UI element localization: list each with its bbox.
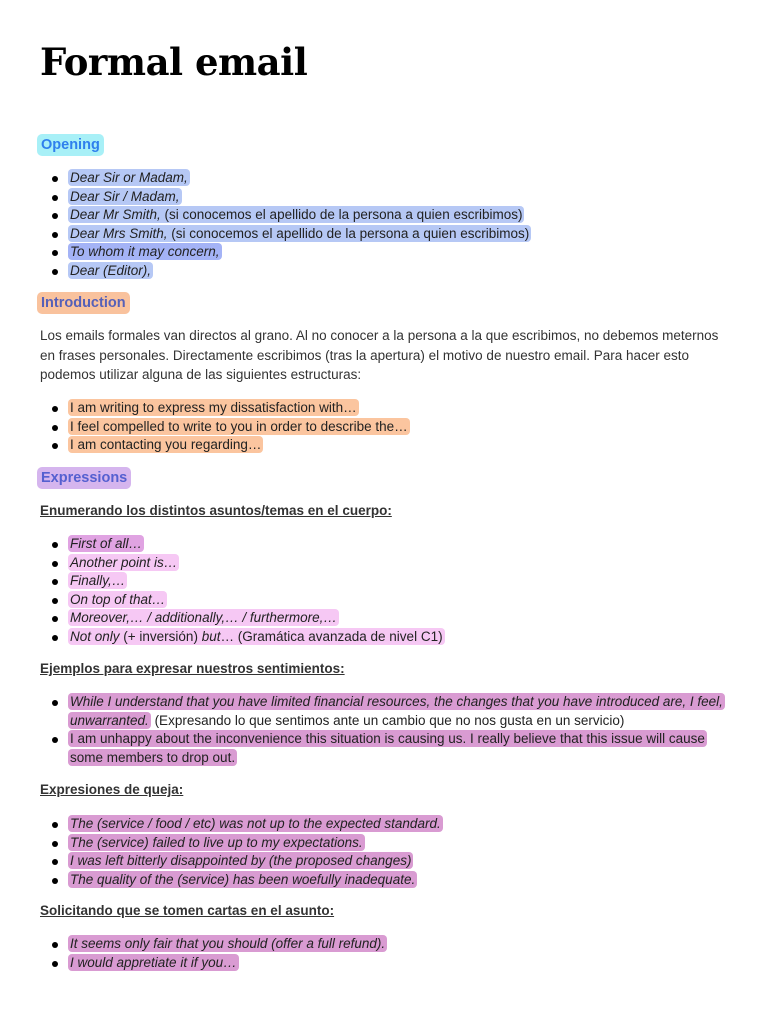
list-item: The (service) failed to live up to my expectations. (40, 834, 443, 853)
list-item: It seems only fair that you should (offer a full refund). (40, 935, 387, 954)
action-list (40, 935, 387, 972)
list-item: I feel compelled to write to you in order to describe the… (40, 418, 410, 437)
list-item: Dear Mrs Smith, (si conocemos el apellido de la persona a quien escribimos) (40, 225, 531, 244)
list-item: I would appretiate it if you… (40, 954, 387, 973)
subheading-complaints: Expresiones de queja: (40, 782, 184, 797)
list-item: Dear Sir / Madam, (40, 188, 531, 207)
list-item: I am contacting you regarding… (40, 436, 410, 455)
list-item: Dear Mr Smith, (si conocemos el apellido de la persona a quien escribimos) (40, 206, 531, 225)
list-item: Another point is… (40, 554, 445, 573)
list-item: I am writing to express my dissatisfaction with… (40, 399, 410, 418)
opening-list (40, 169, 531, 280)
subheading-feelings: Ejemplos para expresar nuestros sentimientos: (40, 661, 345, 676)
section-heading-opening: Opening (37, 134, 104, 156)
list-item: Dear (Editor), (40, 262, 531, 281)
complaints-list (40, 815, 443, 889)
section-heading-expressions: Expressions (37, 467, 131, 489)
list-item: Not only (+ inversión) but… (Gramática avanzada de nivel C1) (40, 628, 445, 647)
enumerating-list (40, 535, 445, 646)
page-title: Formal email (40, 40, 308, 84)
list-item: Moreover,… / additionally,… / furthermore,… (40, 609, 445, 628)
subheading-enumerating: Enumerando los distintos asuntos/temas en el cuerpo: (40, 503, 392, 518)
subheading-action: Solicitando que se tomen cartas en el asunto: (40, 903, 335, 918)
list-item: To whom it may concern, (40, 243, 531, 262)
list-item: While I understand that you have limited financial resources, the changes that you have introduced are, I feel, unwarranted. (Expresando lo que sentimos ante un cambio que no nos gusta en un servicio) (40, 693, 728, 730)
introduction-list (40, 399, 410, 455)
section-heading-introduction: Introduction (37, 292, 130, 314)
list-item: First of all… (40, 535, 445, 554)
introduction-paragraph: Los emails formales van directos al grano. Al no conocer a la persona a la que escribimos, no debemos meternos en frases personales. Directamente escribimos (tras la apertura) el motivo de nuestro email. Para hacer esto podemos utilizar alguna de las siguientes estructuras: (40, 328, 719, 382)
list-item: On top of that… (40, 591, 445, 610)
list-item: I was left bitterly disappointed by (the proposed changes) (40, 852, 443, 871)
list-item: Dear Sir or Madam, (40, 169, 531, 188)
feelings-list (40, 693, 728, 767)
list-item: The quality of the (service) has been woefully inadequate. (40, 871, 443, 890)
list-item: The (service / food / etc) was not up to the expected standard. (40, 815, 443, 834)
list-item: Finally,… (40, 572, 445, 591)
list-item: I am unhappy about the inconvenience this situation is causing us. I really believe that this issue will cause some members to drop out. (40, 730, 728, 767)
